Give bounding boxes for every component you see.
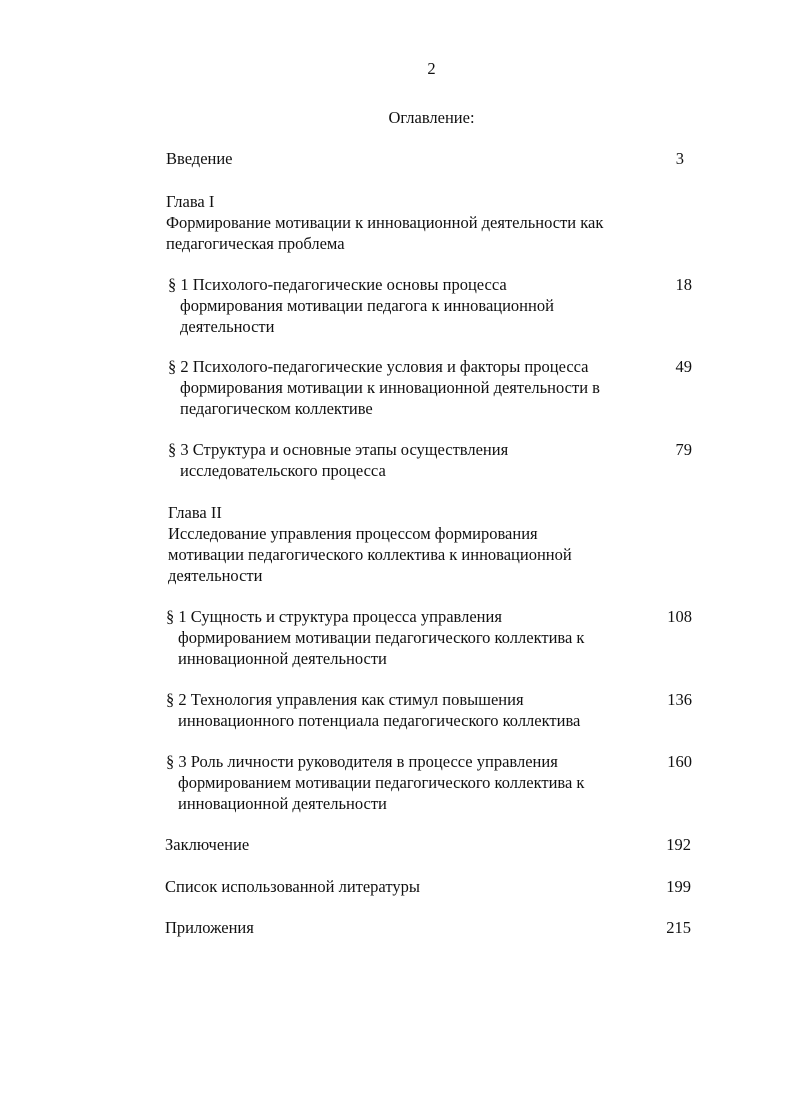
- toc-entry-page: 108: [667, 607, 692, 626]
- chapter-title-line: педагогическая проблема: [166, 234, 345, 253]
- chapter-2-heading-block: [168, 502, 698, 586]
- chapter-heading: Глава II: [168, 503, 222, 522]
- chapter-title-line: Формирование мотивации к инновационной деятельности как: [166, 213, 604, 232]
- section-line: исследовательского процесса: [180, 461, 386, 480]
- chapter-title-line: деятельности: [168, 566, 263, 585]
- toc-entry-appendix: [165, 917, 695, 938]
- toc-entry-label: Заключение: [165, 835, 250, 854]
- section-line: § 3 Структура и основные этапы осуществления: [168, 440, 509, 459]
- toc-entry-page: 192: [666, 835, 691, 854]
- toc-entry-page: 215: [666, 918, 691, 937]
- toc-entry-page: 136: [667, 690, 692, 709]
- toc-entry-page: 3: [675, 149, 684, 168]
- section-line: формирования мотивации к инновационной деятельности в: [180, 378, 600, 397]
- section-line: § 2 Технология управления как стимул повышения: [166, 690, 524, 709]
- toc-entry-page: 49: [675, 357, 692, 376]
- section-line: § 2 Психолого-педагогические условия и факторы процесса: [168, 357, 589, 376]
- toc-section-1-2: [168, 356, 698, 419]
- section-line: инновационного потенциала педагогического коллектива: [178, 711, 581, 730]
- toc-section-2-1: [166, 606, 696, 669]
- page-number: 2: [427, 59, 436, 78]
- section-line: формирования мотивации педагога к инновационной: [180, 296, 554, 315]
- section-line: § 1 Психолого-педагогические основы процесса: [168, 275, 507, 294]
- section-line: § 1 Сущность и структура процесса управления: [166, 607, 502, 626]
- toc-entry-conclusion: [165, 834, 695, 855]
- toc-title: Оглавление:: [388, 108, 475, 127]
- toc-section-1-3: [168, 439, 698, 481]
- chapter-heading: Глава I: [166, 192, 215, 211]
- toc-entry-page: 18: [675, 275, 692, 294]
- toc-entry-page: 79: [675, 440, 692, 459]
- chapter-title-line: Исследование управления процессом формирования: [168, 524, 538, 543]
- chapter-1-heading-block: [166, 191, 696, 254]
- section-line: педагогическом коллективе: [180, 399, 373, 418]
- toc-entry-page: 160: [667, 752, 692, 771]
- section-line: деятельности: [180, 317, 275, 336]
- section-line: инновационной деятельности: [178, 649, 387, 668]
- toc-entry-label: Приложения: [165, 918, 254, 937]
- section-line: инновационной деятельности: [178, 794, 387, 813]
- toc-section-2-3: [166, 751, 696, 814]
- section-line: § 3 Роль личности руководителя в процессе управления: [166, 752, 558, 771]
- chapter-title-line: мотивации педагогического коллектива к инновационной: [168, 545, 572, 564]
- toc-entry-page: 199: [666, 877, 691, 896]
- section-line: формированием мотивации педагогического коллектива к: [178, 773, 585, 792]
- section-line: формированием мотивации педагогического коллектива к: [178, 628, 585, 647]
- toc-entry-label: Введение: [166, 149, 233, 168]
- toc-entry-intro: [166, 148, 696, 169]
- toc-entry-label: Список использованной литературы: [165, 877, 420, 896]
- toc-entry-bibliography: [165, 876, 695, 897]
- toc-section-2-2: [166, 689, 696, 731]
- toc-section-1-1: [168, 274, 698, 337]
